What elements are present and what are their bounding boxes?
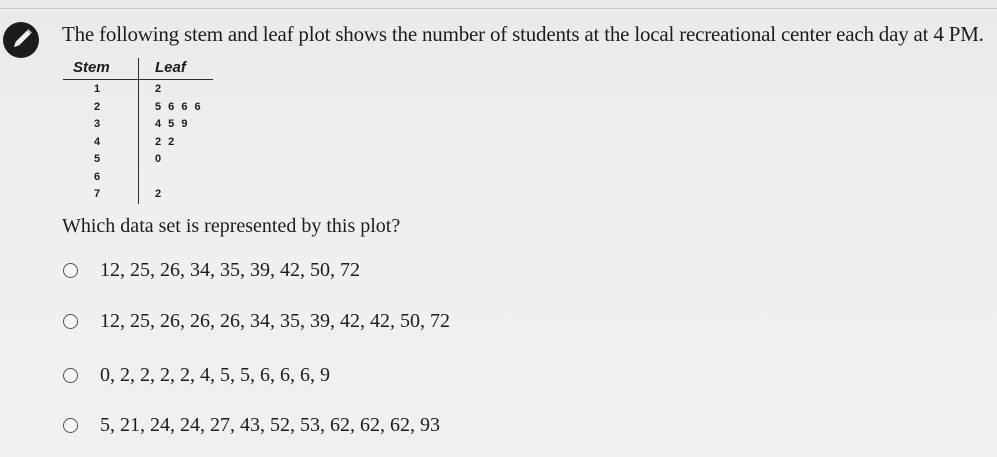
stem-leaf-row <box>63 81 213 99</box>
option-label[interactable]: 5, 21, 24, 24, 27, 43, 52, 53, 62, 62, 62, 93 <box>100 414 440 436</box>
stem-value: 2 <box>93 100 101 113</box>
radio-button[interactable] <box>63 314 78 329</box>
question-text: The following stem and leaf plot shows the number of students at the local recreational center each day at 4 PM. <box>62 22 984 46</box>
leaf-values: 4 5 9 <box>155 118 190 130</box>
stem-value: 6 <box>93 170 101 183</box>
stem-leaf-plot <box>63 58 213 200</box>
stem-value: 1 <box>93 83 101 95</box>
leaf-values: 2 2 <box>155 135 177 148</box>
option-label[interactable]: 0, 2, 2, 2, 2, 4, 5, 5, 6, 6, 6, 9 <box>100 364 330 386</box>
stem-leaf-row <box>63 169 213 187</box>
option-label[interactable]: 12, 25, 26, 26, 26, 34, 35, 39, 42, 42, 50, 72 <box>100 310 450 332</box>
radio-button[interactable] <box>63 263 78 278</box>
stem-leaf-row <box>63 186 213 204</box>
radio-button[interactable] <box>63 418 78 433</box>
leaf-header: Leaf <box>155 59 186 76</box>
option-label[interactable]: 12, 25, 26, 34, 35, 39, 42, 50, 72 <box>100 259 360 281</box>
top-divider <box>0 8 997 9</box>
stem-header: Stem <box>73 59 110 76</box>
leaf-values: 0 <box>155 153 164 165</box>
stem-value: 5 <box>93 153 101 165</box>
stem-leaf-row <box>63 99 213 117</box>
stem-value: 7 <box>93 188 101 200</box>
prompt-text: Which data set is represented by this plot? <box>62 215 401 237</box>
stem-leaf-row <box>63 116 213 134</box>
pencil-icon <box>3 22 39 58</box>
stem-value: 4 <box>93 135 101 148</box>
radio-button[interactable] <box>63 368 78 383</box>
leaf-values: 2 <box>155 83 164 95</box>
stem-leaf-row <box>63 134 213 152</box>
leaf-values: 2 <box>155 188 164 200</box>
leaf-values: 5 6 6 6 <box>155 100 203 113</box>
stem-value: 3 <box>93 118 101 130</box>
stem-leaf-row <box>63 151 213 169</box>
